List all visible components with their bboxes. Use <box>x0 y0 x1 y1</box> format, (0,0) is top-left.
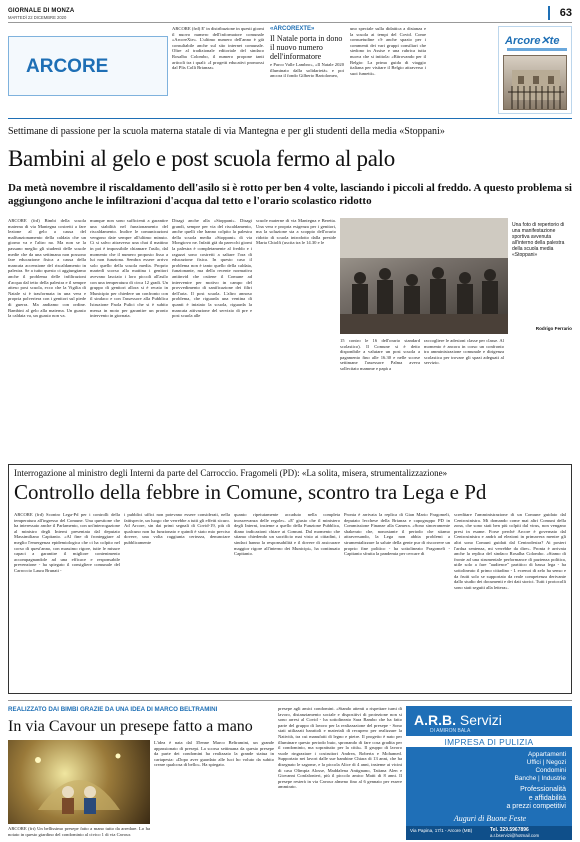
ad-brand-suffix: Servizi <box>459 712 502 728</box>
section-title: ARCORE <box>26 56 109 77</box>
ad-owner: DI AMIRON BALA <box>430 728 471 734</box>
story2-text-3: quanto ripetutamente accaduto nella completa inosservanza delle regole». «E' giusto che il ministero degli Interni, insieme a quello della Funzione Pubblica, diano indicazioni chiare ai Comuni. Dal momento che stiamo chiedendo un sacrificio mai visto ai cittadini, i sindaci hanno la responsabilità e il dovere di assicurare maggior rigore all'interno dei Municipi», ha continuato Capitanio. <box>234 512 340 557</box>
side-box-header <box>270 26 344 61</box>
bottom-rule <box>8 700 572 701</box>
ad-brand-name: A.R.B. <box>414 712 456 728</box>
main-story-text-4: scuole materne di via Mantegna e Beretta. Una vera e propria esigenza per i genitori, ma la soluzione sta a scoppio dell'orario ridotto di scuola introdotto dalla preside Marta Chiolfi (uscita tra le 14.30 e le <box>256 218 336 246</box>
main-story-text-3: Disagi anche alla «Stoppani». Disagi grandi, sempre per via del riscaldamento, anche quelli che hanno colpito la palestra della scuola media «Stoppani» di via Mongiovo ne. Infatti già da parecchi giorni la palestra è completamente al freddo e i ragazzi sono costretti a saltare l'ora di educazione fisica. In questo caso il problema non è tanto quello della caldaia, funzionante, ma della recente normativa antiinvid che ostiene il Comune ad intervenire per motivo in campo del provvedimento di sanificazione dei filtri dell'aria. Il post scuola. L'altro annoso problema, che riguarda una ventina di quanti è iniziato la scuola, riguarda la mancata attivazione del servizio di pre e post scuola alle <box>172 218 252 319</box>
main-story-text-7 <box>508 338 572 463</box>
side-box-kicker: «ARCOREXTE» <box>270 26 315 32</box>
ad-claim-line: a prezzi competitivi <box>506 803 566 811</box>
main-story-kicker: Settimane di passione per la scuola materna statale di via Mantegna e per gli studenti della media «Stoppani» <box>8 126 445 137</box>
main-story-headline: Bambini al gelo e post scuola fermo al palo <box>8 146 395 171</box>
masthead <box>8 8 148 20</box>
section-rule <box>8 118 572 119</box>
page-number: 63 <box>559 7 572 19</box>
ad-services <box>414 751 566 783</box>
main-story-text-1: ARCORE (frd) Bimbi della scuola materna di via Mantegna costretti a fare lezione al gelo a causa del malfunzionamento della caldaia che un giorno va e l'altro no. Ma non se la passano meglio gli studenti delle scuole medie che da una settimana non possono fare educazione fisica a causa della mancata accensione del riscaldamento in palestra. Se a tutto questo ci aggiungiamo anche il problema delle infiltrazioni d'acqua dal tetto della palestra e il sempre atteso post scuola, ecco che la Vigilia di Natale si è trasformata in una vera e propria polveriera con i genitori sul piede di guerra. Ma andiamo con ordine. Bambini al gelo alla materna. Un guasto la caldaia va, un guasto non va. <box>8 218 86 319</box>
magazine-logo: Arcore✕te <box>505 35 560 47</box>
photo-credit: Rodrigo Ferrario <box>535 326 572 331</box>
ad-claim-line: e affidabilità <box>528 794 566 802</box>
main-story-subhead: Da metà novembre il riscaldamento dell'asilo si è rotto per ben 4 volte, lasciando i piccoli al freddo. A questo problema si aggiungono anche le infiltrazioni d'acqua dal tetto e l'orario scolastico ridotto <box>8 182 572 207</box>
side-box-title: Il Natale porta in dono il nuovo numero dell'informatore <box>270 34 343 61</box>
intro-article-text: ARCORE (frd) E' in distribuzione in questi giorni il nuovo numero dell'informatore comunale «ArcoreXte». L'ultimo numero dell'anno è già consultabile anche sul sito internet comunale. Oltre al tradizionale editoriale del sindaco Rosalba Colombo, il numero propone tanti articoli tra i quali: «I progetti educativi promossi dal Plis Colli Brianza» <box>172 26 264 71</box>
ad-service-line: Banche | Industrie <box>514 775 566 782</box>
ad-service-line: Condomini <box>535 767 566 774</box>
magazine-logo-underline <box>507 48 567 51</box>
story2-kicker: Interrogazione al ministro degli Interni da parte del Carroccio. Fragomeli (PD): «La solita, misera, strumentalizzazione» <box>14 468 448 478</box>
ad-email: a.r.bservizi@hotmail.com <box>490 833 540 838</box>
story2-text-4: Pronta è arrivata la replica di Gian Mario Fragomeli, deputato lecchese della Brianza e capogruppo PD in Commissione Finanze alla Camera. «Sono sinceramente shakerato che, nonostante il periodo che stiamo attraversando, la Lega non abbia problemi a strumentalizzare la salute della gente pur di riscorrere un proprio fine politico - ha sottolineato Fragomeli - Capitanio sfrutta la pandemia per cercare di <box>344 512 450 557</box>
story3-headline: In via Cavour un presepe fatto a mano <box>8 718 253 735</box>
story3-text-2: L'idea è nata dal 35enne Marco Beltramini, un grande appassionato di presepi. La scorsa settimana da questo presepe da parte dei condomini ha realizzato la grande statua in cartapesta: «Dopo aver guardato alle luci ho voluto da subito creare qualcosa di bello». Ha spiegato. <box>154 740 274 768</box>
main-story-text-5: 15 contro le 16 dell'orario standard scolastico). Il Comune si è detto disponibile a valutare un post scuola a pagamento fino alle 16.30 e nelle scorse settimane l'assessore Palma aveva sollecitato mamme e papà a <box>340 338 420 371</box>
page-number-bar <box>548 6 550 20</box>
side-box-text-1: e Parco Valle Lambro», «Il Natale 2020 illuminato dalla solidarietà» e poi ancora il fondo Gilberto Bartolomeo, <box>270 62 344 79</box>
nativity-scene-icon <box>8 740 150 824</box>
story3-text-1: ARCORE (frt) Un bellissimo presepe fatto a mano tutto da arredare. Lo ha notato in questo giardino del condominio al civico 1 di via Cavour. <box>8 826 150 837</box>
ad-phone: Tel. 329.5967896 <box>490 827 529 833</box>
story2-text-5: screditare l'amministrazione di un Comune guidato dal Centrosinistra. Mi domando come mai altri Comuni della zona, che sono stati ben più colpiti dal virus, non vengano presi in esame. Forse perché Arcore è governato dal Centrosinistra e andrà ad elezioni in primavera mentre gli altri sono Comuni guidati dal Centrodestra? Ai posteri l'ardua sentenza, mi verrebbe da dire». Pronta è arrivata anche la replica del sindaco Rosalba Colombo. «Siamo di fronte ad una strumentale performance di pazienza politica, utile solo a fare "audience" partitico di bassa lega - ha sottolineato il primo cittadino - I. ecrenoi di zelo ha senso e da frutti solo se supportato da reale competenza derivante dallo studio dei documenti e dei dati storici. Tutti i protocolli sono stati seguiti alla lettera». <box>454 512 566 590</box>
ad-brand <box>414 712 502 728</box>
nativity-photo <box>8 740 150 824</box>
story2-headline: Controllo della febbre in Comune, scontro tra Lega e Pd <box>14 480 487 504</box>
paper-name: GIORNALE DI MONZA <box>8 8 75 14</box>
ad-claim <box>414 786 566 812</box>
ad-service-line: Appartamenti <box>527 751 566 758</box>
photo-caption: Una foto di repertorio di una manifestazione sportiva avvenuta all'interno della palestra della scuola media «Stoppani» <box>512 222 565 258</box>
side-box-text-3 <box>430 26 500 114</box>
story3-kicker: REALIZZATO DAI BIMBI GRAZIE DA UNA IDEA DI MARCO BELTRAMINI <box>8 706 218 713</box>
main-story-photo <box>340 218 508 334</box>
side-box-text-2: uno speciale sulla didattica a distanza e la scuola ai tempi del Covid. Come consuetudine c'è anche spazio per i commenti dei vari gruppi consiliari che siedono in Assise e una rubrica tutta nuova che si intitola: «Ritrovando per il Belgio: La prima guida di viaggio italiana per visitare il Belgio attraverso i suoi fumetti». <box>350 26 426 76</box>
crowd-photo-icon <box>340 218 508 334</box>
main-story-text-6: raccogliere le adesioni classe per classe. Al momento è ancora in corso un confronto tra amministrazione comunale e dirigenza scolastica per trovare gli spazi adeguati al servizio. <box>424 338 504 366</box>
header-rule <box>8 22 572 23</box>
story2-text-1: ARCORE (frd) Scontro Lega-Pd per i controlli della temperatura all'ingresso del Comune. Una questione che ha interessato anche il Parlamento, con un'interrogazione al ministro degli Interni presentata dal deputato Massimiliano Capitanio. «Al fine di fronteggiare al meglio l'emergenza epidemiologica che ci ha colpito nel corso di quest'anno, con massimo rigore, tutte le misure capaci a garantire il migliore contenimento accompagnandole ad una efficace e responsabile prevenzione - ha spiegato il consigliere comunale del Carroccio Laura Brunati - <box>14 512 120 573</box>
ad-service-line: Uffici | Negozi <box>526 759 566 766</box>
main-story-text-2: munque non sono sufficienti a garantire una stabilità nel funzionamento del riscaldamento. Inoltre le comunicazioni vengono date sempre all'ultimo minuto. Ci si salvo attraverso una chat il mattino in poi è impossibile chiamare l'asilo, dal momento che il numero proposto fisso a lui non funziona. Sembra essere arrivo solo quello della scuola media. Proprio martedì scorso alla mattina i genitori avevano lasciato i loro piccoli all'asilo con una temperatura di circa 12 gradi. Un gruppo di genitori allora si è recato in Municipio per chiedere un confronto con il sindaco e con l'assessore alla Pubblica Istruzione Paola Pulici che si è subito messa in moto per garantire un pronto intervento in giornata. <box>90 218 168 319</box>
story3-text-3: presepe agli amici condomini. «Stando attenti a rispettare turni di lavoro, distanziamento sociale e dispositivi di protezione non si sono arresi al Covid - ha sottolineato Sara Bambo che ha fatto parte del gruppo di lavoro per la realizzazione del presepe - Sono stati utilizzati barattoli e materiali di recupero per realizzare la Natività, tra cui manufatti di legno e pietre. Il progetto è nato per illuminare questo periodo buio, spronando di fare cosa gradita per il condominio, ma soprattutto per la città». Il gruppo di lavoro vuole ringraziare i costruttori Andrea, Roberta e Mohamed. Supportato nei lavori dalle sue bambine Chiara di 13 anni, che ha disegnato le sagome, e la piccola Alice di 4 anni, insieme ai vicini di casa Olimpia Alosse, Maddalena Antignano, Tatiana Alen e Giovanni Confalonieri, più il piccolo amico Matti di 8 anni. Il presepe resterà in via Cavour almeno fino al 6 gennaio per essere ammirato. <box>278 706 402 790</box>
magazine-cover-photo <box>503 55 567 110</box>
ad-claim-line: Professionalità <box>520 786 566 793</box>
ad-address: Via Papina, 17/1 - Arcore (MB) <box>410 828 473 833</box>
issue-date: MARTEDÌ 22 DICEMBRE 2020 <box>8 15 67 20</box>
ad-strip-text: IMPRESA DI PULIZIA <box>444 737 534 747</box>
ad-greeting: Auguri di Buone Feste <box>453 814 527 823</box>
story2-text-2: i pubblici uffici non potevano essere considerati, nella fattispecie, un luogo che verrebbe a tutti gli effetti sicuro. Ad Arcore, sin dai primi segnali di Covid-19, più di qualcuno non ha funzionato e quindi è stato mio preciso dovere, una volta raggiunta certezza, denunciare pubblicamente <box>124 512 230 545</box>
building-gate-icon <box>504 56 567 110</box>
